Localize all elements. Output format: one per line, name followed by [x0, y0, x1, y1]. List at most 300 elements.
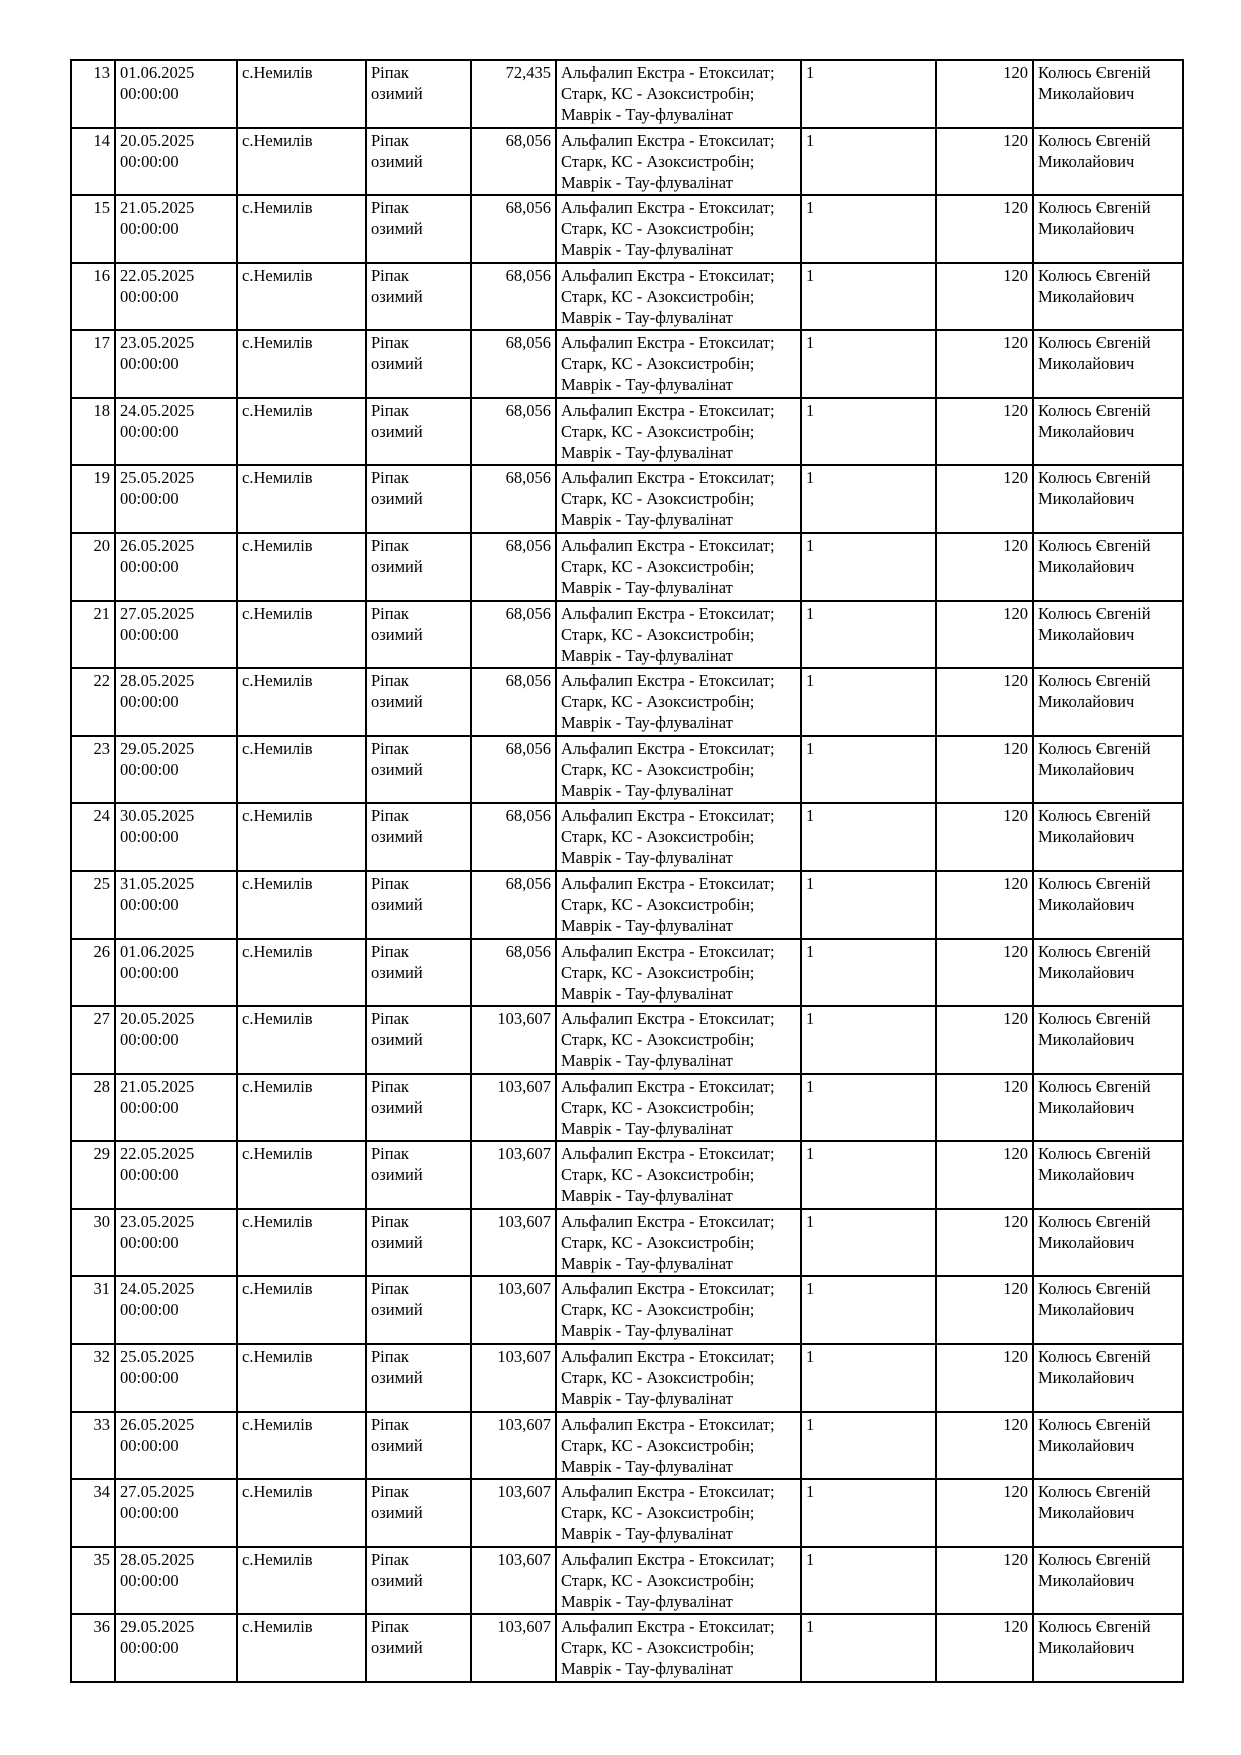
cell-products — [556, 465, 801, 533]
cell-norm: 120 — [936, 1614, 1033, 1682]
cell-products — [556, 939, 801, 1007]
product-line: Маврік - Тау-флувалінат — [561, 105, 733, 124]
cell-crop — [366, 1344, 471, 1412]
product-line: Альфалип Екстра - Етоксилат; — [561, 63, 775, 82]
cell-count: 1 — [801, 668, 936, 736]
cell-row-number: 34 — [71, 1479, 115, 1547]
crop-text: Ріпак озимий — [371, 63, 423, 103]
cell-datetime: 01.06.2025 00:00:00 — [115, 939, 237, 1007]
cell-village: с.Немилів — [237, 1074, 366, 1142]
product-line: Маврік - Тау-флувалінат — [561, 780, 733, 800]
cell-area: 68,056 — [471, 736, 556, 804]
cell-datetime: 27.05.2025 00:00:00 — [115, 601, 237, 669]
product-line: Альфалип Екстра - Етоксилат; — [561, 873, 775, 893]
product-line: Старк, КС - Азоксистробін; — [561, 624, 755, 644]
product-line: Старк, КС - Азоксистробін; — [561, 962, 755, 982]
cell-operator: Колюсь Євгеній Миколайович — [1033, 1074, 1183, 1142]
cell-village: с.Немилів — [237, 330, 366, 398]
product-line: Маврік - Тау-флувалінат — [561, 1186, 733, 1206]
pesticide-application-table — [70, 59, 1184, 1683]
table-row — [71, 939, 1183, 1007]
cell-operator: Колюсь Євгеній Миколайович — [1033, 1344, 1183, 1412]
table-row — [71, 736, 1183, 804]
cell-count: 1 — [801, 60, 936, 128]
cell-norm: 120 — [936, 60, 1033, 128]
product-line: Альфалип Екстра - Етоксилат; — [561, 1076, 775, 1096]
cell-village: с.Немилів — [237, 533, 366, 601]
cell-operator: Колюсь Євгеній Миколайович — [1033, 1547, 1183, 1615]
cell-crop — [366, 1547, 471, 1615]
table-row — [71, 263, 1183, 331]
cell-village: с.Немилів — [237, 195, 366, 263]
cell-norm: 120 — [936, 195, 1033, 263]
cell-row-number: 28 — [71, 1074, 115, 1142]
product-line: Старк, КС - Азоксистробін; — [561, 759, 755, 779]
cell-norm: 120 — [936, 128, 1033, 196]
cell-products — [556, 668, 801, 736]
crop-text: Ріпак озимий — [371, 1346, 423, 1387]
crop-text: Ріпак озимий — [371, 1279, 423, 1320]
crop-text: Ріпак озимий — [371, 671, 423, 712]
cell-datetime: 26.05.2025 00:00:00 — [115, 1412, 237, 1480]
cell-village: с.Немилів — [237, 871, 366, 939]
crop-text: Ріпак озимий — [371, 1009, 423, 1050]
product-line: Альфалип Екстра - Етоксилат; — [561, 738, 775, 758]
cell-crop — [366, 871, 471, 939]
table-row — [71, 1006, 1183, 1074]
cell-count: 1 — [801, 195, 936, 263]
cell-village: с.Немилів — [237, 1547, 366, 1615]
cell-row-number: 27 — [71, 1006, 115, 1074]
product-line: Альфалип Екстра - Етоксилат; — [561, 400, 775, 420]
product-line: Старк, КС - Азоксистробін; — [561, 1165, 755, 1185]
cell-norm: 120 — [936, 1074, 1033, 1142]
cell-norm: 120 — [936, 668, 1033, 736]
cell-products — [556, 533, 801, 601]
cell-area: 68,056 — [471, 263, 556, 331]
crop-text: Ріпак озимий — [371, 1414, 423, 1455]
product-line: Маврік - Тау-флувалінат — [561, 172, 733, 192]
table-row — [71, 1209, 1183, 1277]
product-line: Старк, КС - Азоксистробін; — [561, 557, 755, 577]
cell-village: с.Немилів — [237, 939, 366, 1007]
cell-products — [556, 1209, 801, 1277]
cell-crop — [366, 668, 471, 736]
cell-products — [556, 1412, 801, 1480]
cell-datetime: 28.05.2025 00:00:00 — [115, 668, 237, 736]
cell-crop — [366, 1006, 471, 1074]
product-line: Маврік - Тау-флувалінат — [561, 1659, 733, 1679]
cell-count: 1 — [801, 736, 936, 804]
cell-village: с.Немилів — [237, 128, 366, 196]
cell-row-number: 14 — [71, 128, 115, 196]
product-line: Маврік - Тау-флувалінат — [561, 375, 733, 395]
cell-crop — [366, 60, 471, 128]
cell-count: 1 — [801, 330, 936, 398]
product-line: Альфалип Екстра - Етоксилат; — [561, 468, 775, 488]
cell-village: с.Немилів — [237, 263, 366, 331]
cell-norm: 120 — [936, 736, 1033, 804]
product-line: Старк, КС - Азоксистробін; — [561, 151, 755, 171]
product-line: Альфалип Екстра - Етоксилат; — [561, 1009, 775, 1029]
cell-datetime: 23.05.2025 00:00:00 — [115, 1209, 237, 1277]
cell-crop — [366, 398, 471, 466]
cell-row-number: 17 — [71, 330, 115, 398]
cell-norm: 120 — [936, 939, 1033, 1007]
product-line: Маврік - Тау-флувалінат — [561, 1591, 733, 1611]
cell-village: с.Немилів — [237, 60, 366, 128]
cell-area: 103,607 — [471, 1479, 556, 1547]
product-line: Маврік - Тау-флувалінат — [561, 1118, 733, 1138]
product-line: Маврік - Тау-флувалінат — [561, 510, 733, 530]
product-line: Альфалип Екстра - Етоксилат; — [561, 1617, 775, 1637]
table-row — [71, 195, 1183, 263]
cell-row-number: 32 — [71, 1344, 115, 1412]
cell-row-number: 19 — [71, 465, 115, 533]
product-line: Старк, КС - Азоксистробін; — [561, 1300, 755, 1320]
cell-products — [556, 871, 801, 939]
cell-count: 1 — [801, 398, 936, 466]
cell-count: 1 — [801, 1141, 936, 1209]
product-line: Старк, КС - Азоксистробін; — [561, 421, 755, 441]
crop-text: Ріпак озимий — [371, 806, 423, 847]
cell-datetime: 27.05.2025 00:00:00 — [115, 1479, 237, 1547]
cell-village: с.Немилів — [237, 1209, 366, 1277]
cell-crop — [366, 128, 471, 196]
product-line: Старк, КС - Азоксистробін; — [561, 489, 755, 509]
cell-operator: Колюсь Євгеній Миколайович — [1033, 668, 1183, 736]
cell-count: 1 — [801, 1006, 936, 1074]
cell-operator: Колюсь Євгеній Миколайович — [1033, 398, 1183, 466]
cell-count: 1 — [801, 1614, 936, 1682]
cell-area: 103,607 — [471, 1547, 556, 1615]
cell-row-number: 18 — [71, 398, 115, 466]
cell-area: 103,607 — [471, 1074, 556, 1142]
cell-crop — [366, 803, 471, 871]
product-line: Маврік - Тау-флувалінат — [561, 578, 733, 598]
cell-norm: 120 — [936, 1276, 1033, 1344]
cell-area: 103,607 — [471, 1209, 556, 1277]
cell-count: 1 — [801, 939, 936, 1007]
cell-area: 68,056 — [471, 871, 556, 939]
cell-norm: 120 — [936, 263, 1033, 331]
cell-village: с.Немилів — [237, 668, 366, 736]
cell-village: с.Немилів — [237, 736, 366, 804]
product-line: Маврік - Тау-флувалінат — [561, 645, 733, 665]
cell-village: с.Немилів — [237, 601, 366, 669]
product-line: Альфалип Екстра - Етоксилат; — [561, 265, 775, 285]
cell-operator: Колюсь Євгеній Миколайович — [1033, 1412, 1183, 1480]
table-row — [71, 1479, 1183, 1547]
cell-crop — [366, 1479, 471, 1547]
cell-count: 1 — [801, 1344, 936, 1412]
cell-datetime: 26.05.2025 00:00:00 — [115, 533, 237, 601]
cell-crop — [366, 601, 471, 669]
cell-crop — [366, 736, 471, 804]
cell-row-number: 31 — [71, 1276, 115, 1344]
cell-crop — [366, 195, 471, 263]
cell-norm: 120 — [936, 803, 1033, 871]
cell-village: с.Немилів — [237, 1006, 366, 1074]
cell-crop — [366, 533, 471, 601]
cell-norm: 120 — [936, 1006, 1033, 1074]
product-line: Альфалип Екстра - Етоксилат; — [561, 1346, 775, 1366]
cell-area: 68,056 — [471, 398, 556, 466]
cell-crop — [366, 263, 471, 331]
table-row — [71, 803, 1183, 871]
product-line: Маврік - Тау-флувалінат — [561, 307, 733, 327]
cell-datetime: 22.05.2025 00:00:00 — [115, 263, 237, 331]
cell-row-number: 23 — [71, 736, 115, 804]
product-line: Маврік - Тау-флувалінат — [561, 1524, 733, 1544]
cell-norm: 120 — [936, 601, 1033, 669]
cell-datetime: 29.05.2025 00:00:00 — [115, 1614, 237, 1682]
cell-area: 68,056 — [471, 128, 556, 196]
cell-datetime: 24.05.2025 00:00:00 — [115, 1276, 237, 1344]
cell-count: 1 — [801, 871, 936, 939]
cell-area: 68,056 — [471, 803, 556, 871]
cell-operator: Колюсь Євгеній Миколайович — [1033, 330, 1183, 398]
product-line: Альфалип Екстра - Етоксилат; — [561, 671, 775, 691]
cell-row-number: 13 — [71, 60, 115, 128]
cell-village: с.Немилів — [237, 1344, 366, 1412]
cell-operator: Колюсь Євгеній Миколайович — [1033, 465, 1183, 533]
cell-crop — [366, 1141, 471, 1209]
cell-count: 1 — [801, 128, 936, 196]
cell-datetime: 20.05.2025 00:00:00 — [115, 128, 237, 196]
product-line: Альфалип Екстра - Етоксилат; — [561, 941, 775, 961]
product-line: Маврік - Тау-флувалінат — [561, 1456, 733, 1476]
cell-datetime: 24.05.2025 00:00:00 — [115, 398, 237, 466]
cell-operator: Колюсь Євгеній Миколайович — [1033, 263, 1183, 331]
product-line: Альфалип Екстра - Етоксилат; — [561, 603, 775, 623]
cell-area: 103,607 — [471, 1614, 556, 1682]
cell-row-number: 30 — [71, 1209, 115, 1277]
crop-text: Ріпак озимий — [371, 1144, 423, 1185]
cell-norm: 120 — [936, 1547, 1033, 1615]
cell-area: 68,056 — [471, 330, 556, 398]
cell-norm: 120 — [936, 465, 1033, 533]
product-line: Старк, КС - Азоксистробін; — [561, 219, 755, 239]
cell-count: 1 — [801, 1547, 936, 1615]
cell-count: 1 — [801, 1209, 936, 1277]
cell-count: 1 — [801, 803, 936, 871]
cell-area: 68,056 — [471, 195, 556, 263]
cell-operator: Колюсь Євгеній Миколайович — [1033, 871, 1183, 939]
product-line: Маврік - Тау-флувалінат — [561, 848, 733, 868]
cell-datetime: 01.06.2025 00:00:00 — [115, 60, 237, 128]
cell-count: 1 — [801, 1074, 936, 1142]
crop-text: Ріпак озимий — [371, 603, 423, 644]
product-line: Альфалип Екстра - Етоксилат; — [561, 1549, 775, 1569]
cell-datetime: 21.05.2025 00:00:00 — [115, 195, 237, 263]
product-line: Маврік - Тау-флувалінат — [561, 983, 733, 1003]
cell-products — [556, 1614, 801, 1682]
cell-row-number: 20 — [71, 533, 115, 601]
cell-norm: 120 — [936, 533, 1033, 601]
cell-norm: 120 — [936, 330, 1033, 398]
table-row — [71, 1344, 1183, 1412]
product-line: Альфалип Екстра - Етоксилат; — [561, 198, 775, 218]
cell-area: 103,607 — [471, 1141, 556, 1209]
cell-products — [556, 398, 801, 466]
cell-products — [556, 1547, 801, 1615]
cell-crop — [366, 330, 471, 398]
cell-operator: Колюсь Євгеній Миколайович — [1033, 1006, 1183, 1074]
crop-text: Ріпак озимий — [371, 400, 423, 441]
cell-count: 1 — [801, 1412, 936, 1480]
product-line: Старк, КС - Азоксистробін; — [561, 84, 755, 103]
product-line: Маврік - Тау-флувалінат — [561, 713, 733, 733]
product-line: Старк, КС - Азоксистробін; — [561, 1435, 755, 1455]
cell-area: 103,607 — [471, 1344, 556, 1412]
table-row — [71, 1412, 1183, 1480]
product-line: Альфалип Екстра - Етоксилат; — [561, 1211, 775, 1231]
table-row — [71, 465, 1183, 533]
cell-village: с.Немилів — [237, 1141, 366, 1209]
cell-row-number: 15 — [71, 195, 115, 263]
cell-norm: 120 — [936, 871, 1033, 939]
product-line: Старк, КС - Азоксистробін; — [561, 827, 755, 847]
cell-products — [556, 128, 801, 196]
crop-text: Ріпак озимий — [371, 130, 423, 171]
product-line: Старк, КС - Азоксистробін; — [561, 1503, 755, 1523]
product-line: Старк, КС - Азоксистробін; — [561, 1030, 755, 1050]
cell-norm: 120 — [936, 1141, 1033, 1209]
table-row — [71, 128, 1183, 196]
cell-count: 1 — [801, 533, 936, 601]
product-line: Маврік - Тау-флувалінат — [561, 1253, 733, 1273]
product-line: Старк, КС - Азоксистробін; — [561, 1232, 755, 1252]
cell-norm: 120 — [936, 1344, 1033, 1412]
cell-datetime: 30.05.2025 00:00:00 — [115, 803, 237, 871]
cell-products — [556, 195, 801, 263]
product-line: Альфалип Екстра - Етоксилат; — [561, 806, 775, 826]
table-row — [71, 601, 1183, 669]
cell-row-number: 35 — [71, 1547, 115, 1615]
product-line: Старк, КС - Азоксистробін; — [561, 286, 755, 306]
product-line: Маврік - Тау-флувалінат — [561, 240, 733, 260]
cell-products — [556, 330, 801, 398]
cell-products — [556, 1074, 801, 1142]
cell-operator: Колюсь Євгеній Миколайович — [1033, 803, 1183, 871]
product-line: Старк, КС - Азоксистробін; — [561, 1570, 755, 1590]
cell-products — [556, 1006, 801, 1074]
cell-village: с.Немилів — [237, 1412, 366, 1480]
cell-crop — [366, 1412, 471, 1480]
cell-crop — [366, 1276, 471, 1344]
cell-village: с.Немилів — [237, 1614, 366, 1682]
table-row — [71, 1614, 1183, 1682]
table-row — [71, 668, 1183, 736]
crop-text: Ріпак озимий — [371, 1617, 423, 1658]
crop-text: Ріпак озимий — [371, 941, 423, 982]
crop-text: Ріпак озимий — [371, 333, 423, 374]
cell-products — [556, 803, 801, 871]
cell-row-number: 16 — [71, 263, 115, 331]
table-row — [71, 330, 1183, 398]
crop-text: Ріпак озимий — [371, 265, 423, 306]
cell-crop — [366, 465, 471, 533]
cell-row-number: 21 — [71, 601, 115, 669]
cell-row-number: 24 — [71, 803, 115, 871]
product-line: Альфалип Екстра - Етоксилат; — [561, 130, 775, 150]
cell-crop — [366, 1209, 471, 1277]
crop-text: Ріпак озимий — [371, 1482, 423, 1523]
product-line: Маврік - Тау-флувалінат — [561, 1321, 733, 1341]
product-line: Старк, КС - Азоксистробін; — [561, 1367, 755, 1387]
cell-products — [556, 736, 801, 804]
cell-row-number: 36 — [71, 1614, 115, 1682]
cell-datetime: 31.05.2025 00:00:00 — [115, 871, 237, 939]
cell-operator: Колюсь Євгеній Миколайович — [1033, 1479, 1183, 1547]
cell-operator: Колюсь Євгеній Миколайович — [1033, 1614, 1183, 1682]
product-line: Маврік - Тау-флувалінат — [561, 1388, 733, 1408]
cell-datetime: 25.05.2025 00:00:00 — [115, 465, 237, 533]
cell-datetime: 22.05.2025 00:00:00 — [115, 1141, 237, 1209]
cell-village: с.Немилів — [237, 465, 366, 533]
cell-products — [556, 263, 801, 331]
cell-operator: Колюсь Євгеній Миколайович — [1033, 736, 1183, 804]
product-line: Старк, КС - Азоксистробін; — [561, 1638, 755, 1658]
cell-datetime: 28.05.2025 00:00:00 — [115, 1547, 237, 1615]
cell-row-number: 33 — [71, 1412, 115, 1480]
cell-norm: 120 — [936, 1209, 1033, 1277]
product-line: Старк, КС - Азоксистробін; — [561, 1097, 755, 1117]
product-line: Альфалип Екстра - Етоксилат; — [561, 1414, 775, 1434]
crop-text: Ріпак озимий — [371, 1549, 423, 1590]
table-body — [71, 60, 1183, 1682]
cell-count: 1 — [801, 1276, 936, 1344]
cell-operator: Колюсь Євгеній Миколайович — [1033, 1209, 1183, 1277]
cell-row-number: 25 — [71, 871, 115, 939]
cell-operator: Колюсь Євгеній Миколайович — [1033, 939, 1183, 1007]
table-row — [71, 533, 1183, 601]
product-line: Старк, КС - Азоксистробін; — [561, 692, 755, 712]
cell-datetime: 20.05.2025 00:00:00 — [115, 1006, 237, 1074]
cell-count: 1 — [801, 601, 936, 669]
cell-datetime: 29.05.2025 00:00:00 — [115, 736, 237, 804]
cell-area: 68,056 — [471, 668, 556, 736]
cell-products — [556, 1141, 801, 1209]
cell-operator: Колюсь Євгеній Миколайович — [1033, 1141, 1183, 1209]
cell-datetime: 23.05.2025 00:00:00 — [115, 330, 237, 398]
cell-row-number: 29 — [71, 1141, 115, 1209]
cell-operator: Колюсь Євгеній Миколайович — [1033, 60, 1183, 128]
crop-text: Ріпак озимий — [371, 1076, 423, 1117]
crop-text: Ріпак озимий — [371, 1211, 423, 1252]
cell-operator: Колюсь Євгеній Миколайович — [1033, 1276, 1183, 1344]
cell-crop — [366, 939, 471, 1007]
cell-products — [556, 1344, 801, 1412]
table-row — [71, 1141, 1183, 1209]
product-line: Альфалип Екстра - Етоксилат; — [561, 1279, 775, 1299]
cell-village: с.Немилів — [237, 398, 366, 466]
cell-operator: Колюсь Євгеній Миколайович — [1033, 195, 1183, 263]
product-line: Маврік - Тау-флувалінат — [561, 442, 733, 462]
crop-text: Ріпак озимий — [371, 536, 423, 577]
product-line: Альфалип Екстра - Етоксилат; — [561, 1482, 775, 1502]
cell-row-number: 26 — [71, 939, 115, 1007]
cell-operator: Колюсь Євгеній Миколайович — [1033, 128, 1183, 196]
cell-norm: 120 — [936, 1479, 1033, 1547]
cell-norm: 120 — [936, 1412, 1033, 1480]
table-row — [71, 871, 1183, 939]
cell-operator: Колюсь Євгеній Миколайович — [1033, 601, 1183, 669]
cell-products — [556, 60, 801, 128]
crop-text: Ріпак озимий — [371, 738, 423, 779]
cell-datetime: 25.05.2025 00:00:00 — [115, 1344, 237, 1412]
